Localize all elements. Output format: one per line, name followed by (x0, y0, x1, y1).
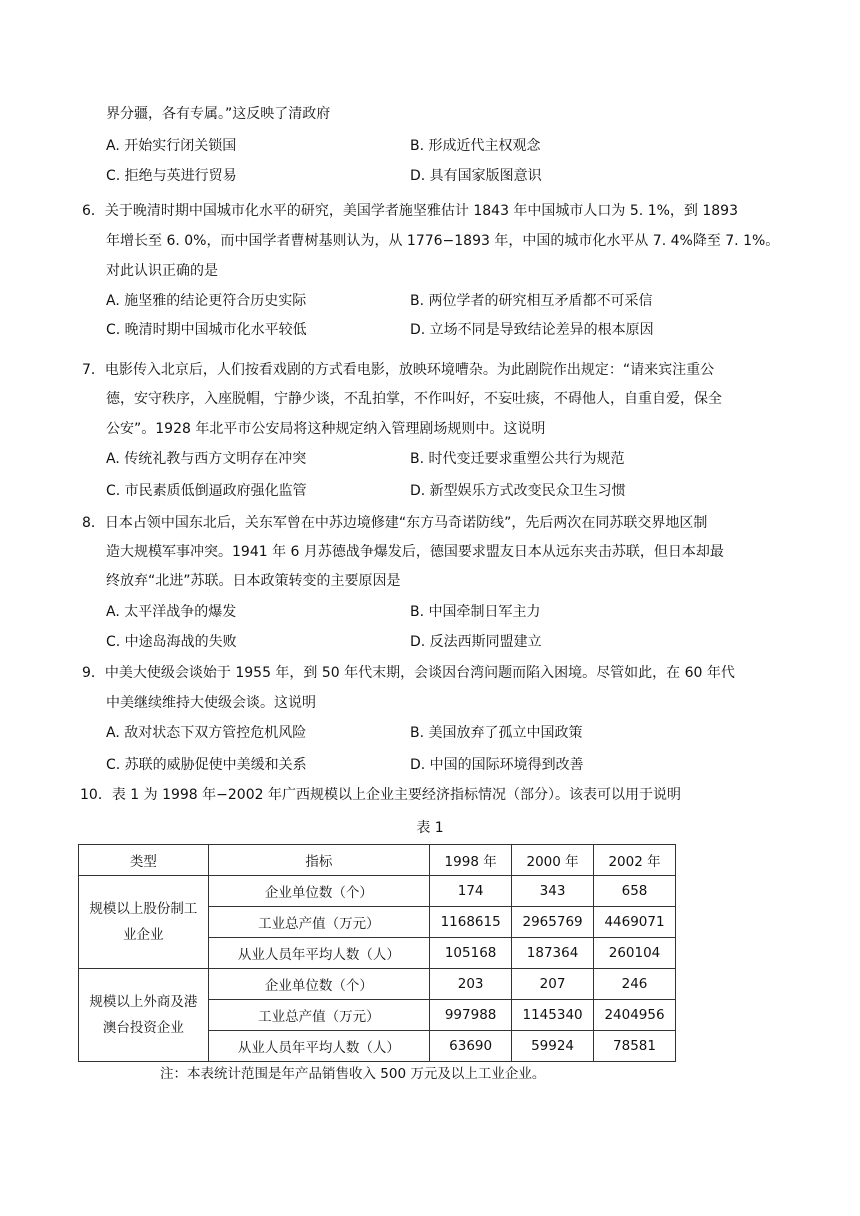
q6-option-a[interactable]: A. 施坚雅的结论更符合历史实际 (106, 293, 307, 309)
table-cell: 4469071 (594, 907, 676, 938)
q9-option-c[interactable]: C. 苏联的威胁促使中美缓和关系 (106, 757, 307, 773)
group-type-line: 业企业 (123, 927, 164, 943)
q6-stem-line3: 对此认识正确的是 (106, 263, 218, 279)
table-cell: 从业人员年平均人数（人） (208, 938, 429, 969)
table-cell: 105168 (430, 938, 512, 969)
table-cell: 658 (594, 876, 676, 907)
table-cell: 1145340 (512, 1000, 594, 1031)
table-row (79, 876, 676, 907)
table-cell: 63690 (430, 1031, 512, 1062)
q8-stem-line2: 造大规模军事冲突。1941 年 6 月苏德战争爆发后，德国要求盟友日本从远东夹击苏联，但日本却最 (106, 544, 724, 560)
q6-option-b[interactable]: B. 两位学者的研究相互矛盾都不可采信 (410, 293, 653, 309)
q8-stem-line3: 终放弃“北进”苏联。日本政策转变的主要原因是 (106, 573, 401, 589)
q7-stem-line2: 德，安守秩序，入座脱帽，宁静少谈，不乱拍掌，不作叫好，不妄吐痰，不碍他人，自重自爱，保全 (106, 391, 722, 407)
q5-option-b[interactable]: B. 形成近代主权观念 (410, 138, 541, 154)
table-cell: 260104 (594, 938, 676, 969)
group-type-line: 澳台投资企业 (102, 1020, 184, 1036)
q6-option-d[interactable]: D. 立场不同是导致结论差异的根本原因 (410, 322, 654, 338)
table-cell: 203 (430, 969, 512, 1000)
table-cell: 从业人员年平均人数（人） (208, 1031, 429, 1062)
header-indicator: 指标 (208, 845, 429, 876)
group-type-line: 规模以上外商及港 (89, 994, 198, 1010)
q10-stem: 10．表 1 为 1998 年−2002 年广西规模以上企业主要经济指标情况（部分）。该表可以用于说明 (80, 787, 681, 803)
header-1998: 1998 年 (430, 845, 512, 876)
table-note: 注：本表统计范围是年产品销售收入 500 万元及以上工业企业。 (160, 1066, 546, 1082)
q6-stem-line2: 年增长至 6. 0%，而中国学者曹树基则认为，从 1776−1893 年，中国的城市化水平从 7. 4%降至 7. 1%。 (106, 233, 780, 249)
q6-stem-line1: 6．关于晚清时期中国城市化水平的研究，美国学者施坚雅估计 1843 年中国城市人口为 5. 1%，到 1893 (82, 203, 738, 219)
table-caption: 表 1 (416, 820, 444, 836)
q6-option-c[interactable]: C. 晚清时期中国城市化水平较低 (106, 322, 307, 338)
q5-option-d[interactable]: D. 具有国家版图意识 (410, 168, 542, 184)
table-header-row (79, 845, 676, 876)
q8-option-d[interactable]: D. 反法西斯同盟建立 (410, 634, 542, 650)
q9-option-a[interactable]: A. 敌对状态下双方管控危机风险 (106, 725, 307, 741)
table-cell: 1168615 (430, 907, 512, 938)
q8-stem-line1: 8．日本占领中国东北后，关东军曾在中苏边境修建“东方马奇诺防线”，先后两次在同苏联交界地区制 (82, 515, 708, 531)
group-type-cell (79, 876, 209, 969)
table-cell: 78581 (594, 1031, 676, 1062)
header-2000: 2000 年 (512, 845, 594, 876)
q7-option-b[interactable]: B. 时代变迁要求重塑公共行为规范 (410, 451, 625, 467)
table-cell: 174 (430, 876, 512, 907)
table-cell: 59924 (512, 1031, 594, 1062)
q5-option-c[interactable]: C. 拒绝与英进行贸易 (106, 168, 237, 184)
table-cell: 2965769 (512, 907, 594, 938)
group-type-line: 规模以上股份制工 (89, 901, 198, 917)
table-cell: 企业单位数（个） (208, 876, 429, 907)
table-cell: 246 (594, 969, 676, 1000)
q8-option-c[interactable]: C. 中途岛海战的失败 (106, 634, 237, 650)
q7-stem-line1: 7．电影传入北京后，人们按看戏剧的方式看电影，放映环境嘈杂。为此剧院作出规定：“请来宾注重公 (82, 362, 715, 378)
q8-option-b[interactable]: B. 中国牵制日军主力 (410, 604, 541, 620)
q7-option-a[interactable]: A. 传统礼教与西方文明存在冲突 (106, 451, 307, 467)
group-type-cell (79, 969, 209, 1062)
table-cell: 997988 (430, 1000, 512, 1031)
table-cell: 2404956 (594, 1000, 676, 1031)
q5-option-a[interactable]: A. 开始实行闭关锁国 (106, 138, 237, 154)
table-row (79, 969, 676, 1000)
table-cell: 工业总产值（万元） (208, 1000, 429, 1031)
data-table (78, 844, 676, 1062)
q9-option-b[interactable]: B. 美国放弃了孤立中国政策 (410, 725, 583, 741)
header-type: 类型 (79, 845, 209, 876)
table-cell: 企业单位数（个） (208, 969, 429, 1000)
q9-option-d[interactable]: D. 中国的国际环境得到改善 (410, 757, 584, 773)
table-cell: 187364 (512, 938, 594, 969)
q9-stem-line2: 中美继续维持大使级会谈。这说明 (106, 695, 316, 711)
table-cell: 工业总产值（万元） (208, 907, 429, 938)
q9-stem-line1: 9．中美大使级会谈始于 1955 年，到 50 年代末期，会谈因台湾问题而陷入困境。尽管如此，在 60 年代 (82, 665, 735, 681)
table-cell: 207 (512, 969, 594, 1000)
table-cell: 343 (512, 876, 594, 907)
q7-option-c[interactable]: C. 市民素质低倒逼政府强化监管 (106, 483, 307, 499)
header-2002: 2002 年 (594, 845, 676, 876)
q5-text-tail: 界分疆，各有专属。”这反映了清政府 (106, 106, 331, 122)
q7-stem-line3: 公安”。1928 年北平市公安局将这种规定纳入管理剧场规则中。这说明 (106, 421, 546, 437)
q8-option-a[interactable]: A. 太平洋战争的爆发 (106, 604, 237, 620)
q7-option-d[interactable]: D. 新型娱乐方式改变民众卫生习惯 (410, 483, 626, 499)
